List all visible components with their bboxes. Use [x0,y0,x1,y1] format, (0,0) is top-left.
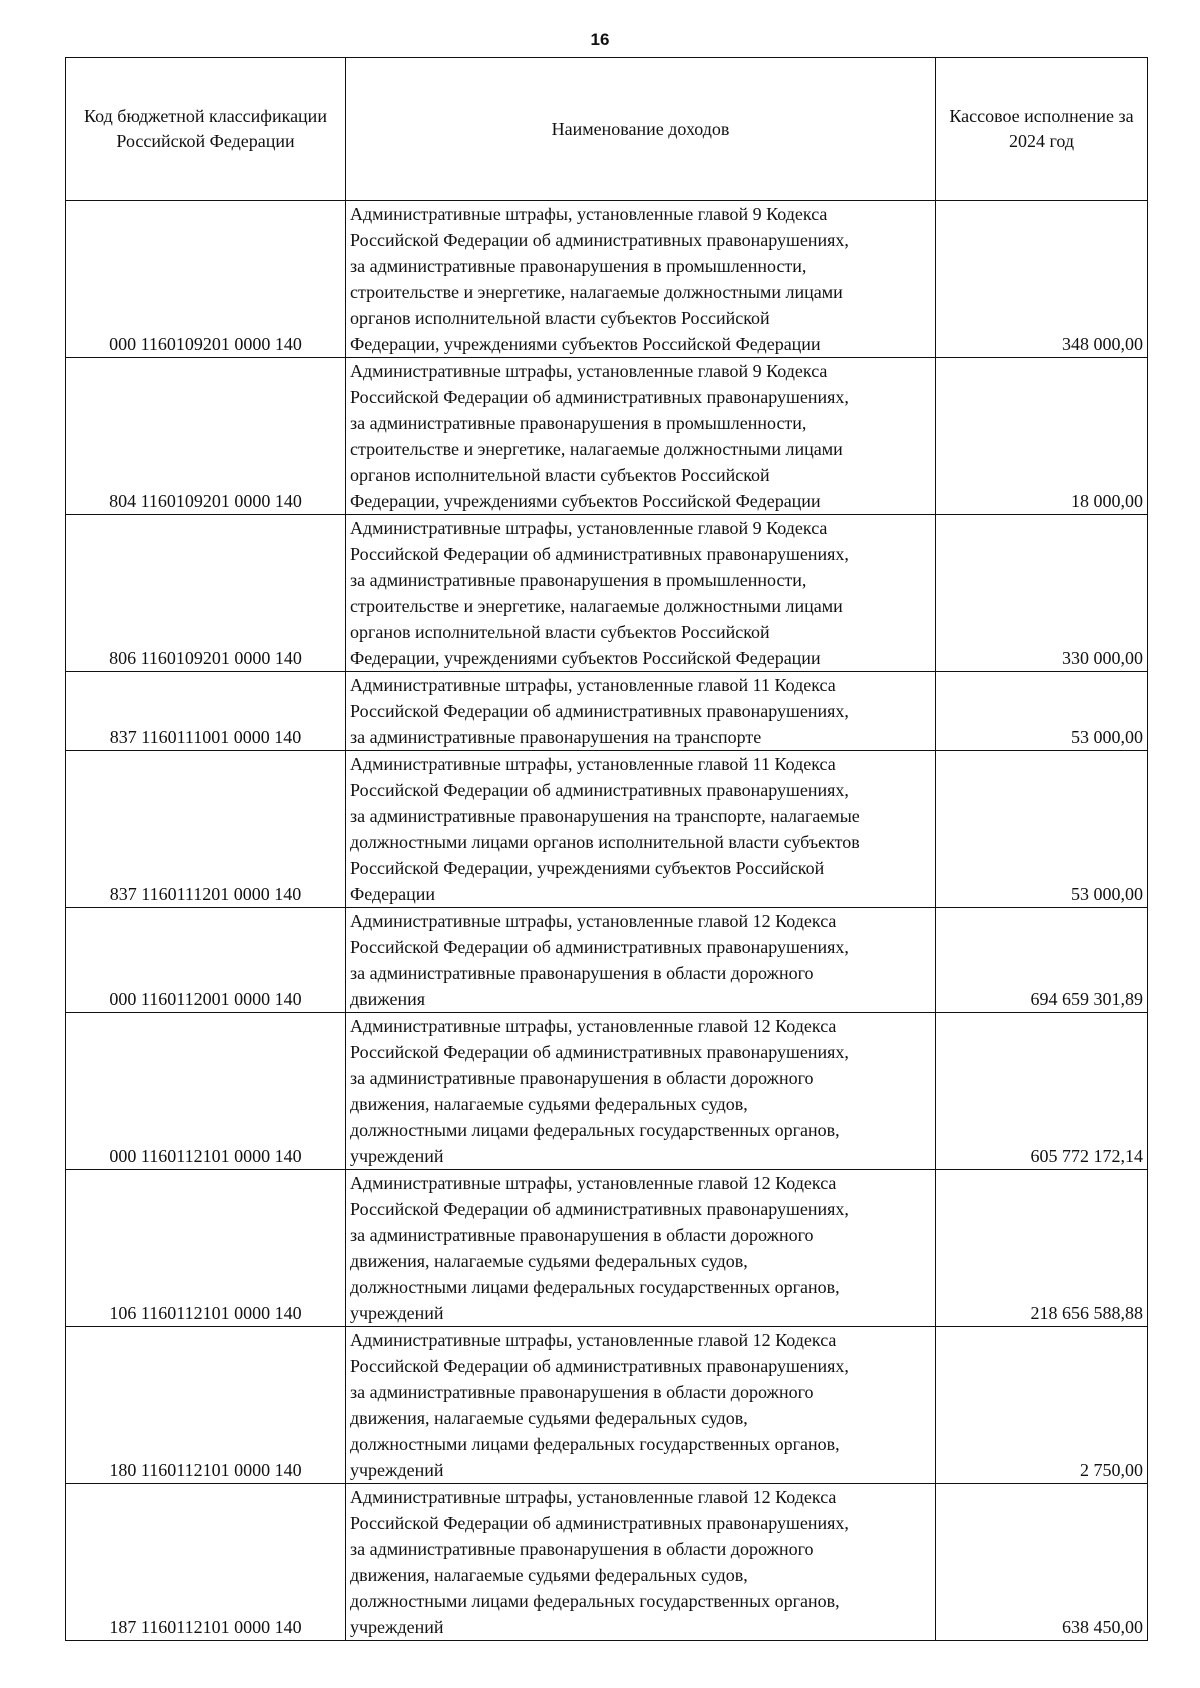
revenue-name-line: Федерации, учреждениями субъектов Российской Федерации [350,648,821,668]
revenue-name-line: Административные штрафы, установленные главой 12 Кодекса [350,1330,837,1350]
cash-execution-amount-cell: 638 450,00 [936,1484,1148,1641]
revenue-name-line: Российской Федерации об административных правонарушениях, [350,780,849,800]
revenue-name-cell [346,1327,936,1484]
revenue-name-line: движения, налагаемые судьями федеральных судов, [350,1408,748,1428]
revenue-name-line: органов исполнительной власти субъектов Российской [350,622,770,642]
cash-execution-amount-cell: 605 772 172,14 [936,1013,1148,1170]
budget-code-cell: 180 1160112101 0000 140 [66,1327,346,1484]
revenue-name-line: за административные правонарушения на транспорте [350,727,762,747]
revenue-name-cell [346,908,936,1013]
revenue-name-line: за административные правонарушения в промышленности, [350,413,807,433]
revenue-name-line: Российской Федерации об административных правонарушениях, [350,230,849,250]
revenue-name-line: за административные правонарушения на транспорте, налагаемые [350,806,860,826]
cash-execution-amount-cell: 694 659 301,89 [936,908,1148,1013]
revenue-name-line: Административные штрафы, установленные главой 12 Кодекса [350,911,837,931]
revenue-name-line: строительстве и энергетике, налагаемые должностными лицами [350,596,843,616]
revenue-name-line: Административные штрафы, установленные главой 11 Кодекса [350,754,836,774]
budget-code-cell: 187 1160112101 0000 140 [66,1484,346,1641]
revenue-name-line: Административные штрафы, установленные главой 9 Кодекса [350,518,828,538]
budget-code-cell: 000 1160112101 0000 140 [66,1013,346,1170]
revenue-name-cell [346,201,936,358]
revenue-name-line: Административные штрафы, установленные главой 9 Кодекса [350,204,828,224]
revenue-name-line: Российской Федерации об административных правонарушениях, [350,1513,849,1533]
cash-execution-amount-cell: 53 000,00 [936,672,1148,751]
revenue-name-line: Российской Федерации об административных правонарушениях, [350,937,849,957]
revenue-name-line: строительстве и энергетике, налагаемые должностными лицами [350,439,843,459]
budget-code-cell: 000 1160109201 0000 140 [66,201,346,358]
revenue-name-cell [346,358,936,515]
revenue-name-line: движения, налагаемые судьями федеральных судов, [350,1565,748,1585]
table-header-row [66,58,1148,201]
revenue-name-line: учреждений [350,1617,444,1637]
revenue-name-cell [346,1484,936,1641]
header-name: Наименование доходов [346,58,936,201]
revenue-name-line: за административные правонарушения в области дорожного [350,1225,814,1245]
budget-code-cell: 837 1160111001 0000 140 [66,672,346,751]
revenue-name-cell [346,751,936,908]
revenue-name-line: учреждений [350,1460,444,1480]
revenue-name-line: Российской Федерации об административных правонарушениях, [350,1199,849,1219]
revenue-name-line: движения, налагаемые судьями федеральных судов, [350,1251,748,1271]
revenue-name-line: за административные правонарушения в области дорожного [350,1539,814,1559]
revenue-name-line: должностными лицами органов исполнительной власти субъектов [350,832,860,852]
cash-execution-amount-cell: 53 000,00 [936,751,1148,908]
revenue-name-line: за административные правонарушения в промышленности, [350,570,807,590]
revenue-name-line: движения [350,989,426,1009]
revenue-name-line: органов исполнительной власти субъектов Российской [350,308,770,328]
revenue-name-line: Российской Федерации об административных правонарушениях, [350,387,849,407]
revenue-name-line: должностными лицами федеральных государственных органов, [350,1591,840,1611]
revenue-name-line: должностными лицами федеральных государственных органов, [350,1434,840,1454]
table-row [66,1484,1148,1641]
budget-code-cell: 106 1160112101 0000 140 [66,1170,346,1327]
cash-execution-amount-cell: 2 750,00 [936,1327,1148,1484]
revenue-name-cell [346,515,936,672]
budget-code-cell: 806 1160109201 0000 140 [66,515,346,672]
table-row [66,358,1148,515]
revenue-name-line: учреждений [350,1146,444,1166]
cash-execution-amount-cell: 218 656 588,88 [936,1170,1148,1327]
budget-code-cell: 000 1160112001 0000 140 [66,908,346,1013]
revenue-name-line: Федерации [350,884,436,904]
cash-execution-amount-cell: 348 000,00 [936,201,1148,358]
revenue-table [65,57,1148,1641]
revenue-name-line: Административные штрафы, установленные главой 12 Кодекса [350,1487,837,1507]
table-row [66,751,1148,908]
revenue-name-line: Федерации, учреждениями субъектов Российской Федерации [350,491,821,511]
budget-code-cell: 837 1160111201 0000 140 [66,751,346,908]
revenue-name-line: Федерации, учреждениями субъектов Российской Федерации [350,334,821,354]
table-body [66,201,1148,1641]
header-amount: Кассовое исполнение за 2024 год [936,58,1148,201]
revenue-name-line: движения, налагаемые судьями федеральных судов, [350,1094,748,1114]
revenue-name-line: Российской Федерации об административных правонарушениях, [350,1356,849,1376]
revenue-name-line: за административные правонарушения в промышленности, [350,256,807,276]
revenue-name-line: Административные штрафы, установленные главой 12 Кодекса [350,1173,837,1193]
table-row [66,1170,1148,1327]
revenue-name-line: за административные правонарушения в области дорожного [350,1382,814,1402]
revenue-name-line: строительстве и энергетике, налагаемые должностными лицами [350,282,843,302]
revenue-name-line: за административные правонарушения в области дорожного [350,1068,814,1088]
table-row [66,1013,1148,1170]
revenue-name-line: должностными лицами федеральных государственных органов, [350,1277,840,1297]
revenue-name-line: органов исполнительной власти субъектов Российской [350,465,770,485]
table-row [66,672,1148,751]
revenue-name-line: Административные штрафы, установленные главой 12 Кодекса [350,1016,837,1036]
page-number: 16 [590,30,610,49]
cash-execution-amount-cell: 18 000,00 [936,358,1148,515]
revenue-name-line: Российской Федерации об административных правонарушениях, [350,1042,849,1062]
revenue-name-line: учреждений [350,1303,444,1323]
revenue-name-cell [346,672,936,751]
cash-execution-amount-cell: 330 000,00 [936,515,1148,672]
budget-code-cell: 804 1160109201 0000 140 [66,358,346,515]
revenue-name-line: Административные штрафы, установленные главой 11 Кодекса [350,675,836,695]
revenue-name-line: за административные правонарушения в области дорожного [350,963,814,983]
revenue-name-line: Российской Федерации, учреждениями субъектов Российской [350,858,825,878]
table-row [66,1327,1148,1484]
table-row [66,515,1148,672]
header-code: Код бюджетной классификации Российской Федерации [66,58,346,201]
revenue-name-cell [346,1170,936,1327]
revenue-name-cell [346,1013,936,1170]
revenue-name-line: Административные штрафы, установленные главой 9 Кодекса [350,361,828,381]
revenue-name-line: должностными лицами федеральных государственных органов, [350,1120,840,1140]
table-row [66,201,1148,358]
revenue-name-line: Российской Федерации об административных правонарушениях, [350,701,849,721]
revenue-name-line: Российской Федерации об административных правонарушениях, [350,544,849,564]
table-row [66,908,1148,1013]
